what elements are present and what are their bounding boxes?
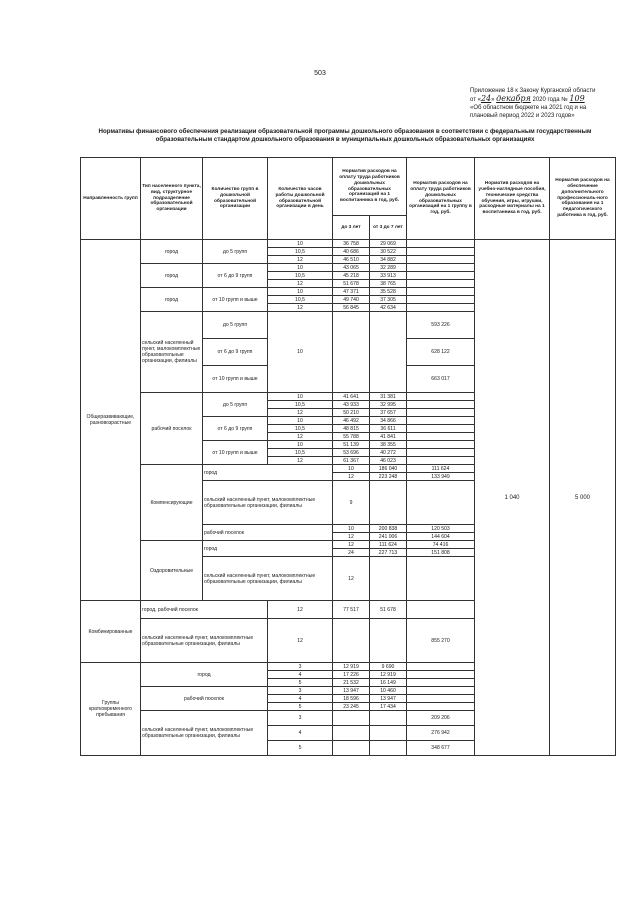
settlement-city-worker: город, рабочий поселок [141,601,268,619]
settlement-city: город [141,264,203,288]
settlement-rural: сельский населенный пункт, малокомплектные образовательные организации, филиалы [141,619,268,663]
groups-label: до 5 групп [203,312,268,339]
value-under-3-cell [333,312,370,393]
value-3-to-7-cell: 16 149 [370,679,407,687]
value-3-to-7-cell [407,557,475,601]
appendix-year: 2020 года № [532,97,568,103]
groups-label: от 10 групп и выше [203,288,268,312]
appendix-line-3: «Об областном бюджете на 2021 год и на [470,105,587,111]
appendix-day: 24 [480,94,492,103]
header-groups-count: Количество групп в дошкольной образовательной организации [203,158,268,240]
value-under-3-cell [333,711,370,726]
value-3-to-7-cell: 32 995 [370,401,407,409]
value-per-group-cell [407,695,475,703]
value-under-3-cell [370,557,407,601]
value-under-3-cell: 56 845 [333,304,370,312]
value-per-group-cell [407,441,475,449]
value-per-group-cell [407,393,475,401]
value-per-group-cell [407,457,475,465]
value-3-to-7-cell: 144 604 [407,533,475,541]
header-3-to-7: от 3 до 7 лет [370,216,407,240]
value-under-3-cell: 36 758 [333,240,370,248]
hours-cell: 3 [268,663,333,671]
value-per-group-cell [407,703,475,711]
value-per-group-cell [407,679,475,687]
appendix-line-2 [470,95,630,104]
appendix-line-4: плановый период 2022 и 2023 годов» [470,113,575,119]
direction-general: Общеразвивающие, разновозрастные [81,240,141,601]
value-3-to-7-cell: 34 882 [370,256,407,264]
value-per-group-cell [407,671,475,679]
hours-cell: 10 [268,240,333,248]
hours-cell: 12 [268,433,333,441]
settlement-rural: сельский населенный пункт, малокомплектные образовательные организации, филиалы [141,312,203,393]
groups-label: до 5 групп [203,393,268,417]
value-under-3-cell: 50 210 [333,409,370,417]
value-3-to-7-cell: 120 503 [407,525,475,533]
value-3-to-7-cell [370,741,407,756]
hours-cell: 12 [333,533,370,541]
table-row [81,240,616,248]
header-row-1 [81,158,616,216]
value-3-to-7-cell: 37 305 [370,296,407,304]
value-under-3-cell: 241 006 [370,533,407,541]
value-3-to-7-cell: 32 289 [370,264,407,272]
value-under-3-cell: 77 517 [333,601,370,619]
hours-cell: 12 [268,409,333,417]
direction-combined: Комбинированные [81,601,141,663]
header-settlement: Тип населенного пункта, вид, структурное подразделение образовательной организации [141,158,203,240]
settlement-label: сельский населенный пункт, малокомплектные образовательные организации, филиалы [141,711,268,756]
value-under-3-cell: 51 678 [333,280,370,288]
value-3-to-7-cell: 34 866 [370,417,407,425]
page-number: 503 [314,70,326,77]
hours-cell: 12 [268,304,333,312]
settlement-city: город [203,541,333,557]
value-under-3-cell [333,619,370,663]
value-per-group-cell: 855 270 [407,619,475,663]
hours-cell: 3 [268,711,333,726]
appendix-line-1: Приложение 18 к Закону Курганской области [470,88,596,94]
header-hours: Количество часов работы дошкольной образовательной организации в день [268,158,333,240]
materials-norm-cell: 1 040 [475,240,550,756]
hours-cell: 10 [268,417,333,425]
header-norm-materials: Норматив расходов на учебно-наглядные пособия, технические средства обучения, игры, игрушки, расходные материалы на 1 воспитанника в год, руб. [475,158,550,240]
value-per-group-cell [407,601,475,619]
value-per-group-cell [407,304,475,312]
value-3-to-7-cell: 35 528 [370,288,407,296]
value-per-group-cell: 276 942 [407,726,475,741]
value-per-group-cell [407,240,475,248]
value-per-group-cell [407,433,475,441]
hours-cell: 4 [268,671,333,679]
value-under-3-cell: 223 248 [370,473,407,481]
value-per-group-cell: 628 122 [407,339,475,366]
value-per-group-cell [407,296,475,304]
value-3-to-7-cell [370,312,407,393]
direction-health: Оздоровительные [141,541,203,601]
hours-cell: 12 [268,280,333,288]
value-3-to-7-cell: 133 949 [407,473,475,481]
settlement-worker-village: рабочий поселок [141,393,203,465]
hours-cell: 4 [268,695,333,703]
value-per-group-cell [407,256,475,264]
appendix-number: 109 [569,94,585,103]
header-norm-labor: Норматив расходов на оплату труда работников дошкольных образовательных организаций на 1 воспитанника в год, руб. [333,158,407,216]
value-under-3-cell: 186 040 [370,465,407,473]
hours-cell: 12 [333,541,370,549]
direction-short-stay: Группы кратковременного пребывания [81,663,141,756]
value-under-3-cell: 43 065 [333,264,370,272]
header-under-3: до 3 лет [333,216,370,240]
hours-cell: 12 [268,457,333,465]
value-under-3-cell: 17 226 [333,671,370,679]
value-per-group-cell [407,264,475,272]
value-3-to-7-cell [370,726,407,741]
hours-cell: 5 [268,703,333,711]
settlement-rural: сельский населенный пункт, малокомплектные образовательные организации, филиалы [203,557,333,601]
value-under-3-cell: 46 492 [333,417,370,425]
value-3-to-7-cell: 12 919 [370,671,407,679]
header-norm-extra: Норматив расходов на обеспечение дополнительного профессиональ-ного образования на 1 педагогического работника в год, руб. [550,158,616,240]
value-under-3-cell: 23 245 [333,703,370,711]
value-3-to-7-cell [370,711,407,726]
groups-label: от 6 до 9 групп [203,339,268,366]
value-under-3-cell: 227 713 [370,549,407,557]
hours-cell: 10,5 [268,401,333,409]
hours-cell: 5 [268,679,333,687]
value-under-3-cell: 40 686 [333,248,370,256]
value-3-to-7-cell: 46 023 [370,457,407,465]
direction-compensating: Компенсирующие [141,465,203,541]
value-3-to-7-cell [370,619,407,663]
appendix-date-mid: » [491,97,495,103]
value-3-to-7-cell: 37 657 [370,409,407,417]
hours-cell: 10 [268,264,333,272]
value-under-3-cell [333,741,370,756]
value-under-3-cell: 61 367 [333,457,370,465]
header-norm-group: Норматив расходов на оплату труда работников дошкольных образовательных организаций на 1 группу в год, руб. [407,158,475,240]
value-under-3-cell: 49 740 [333,296,370,304]
hours-cell: 10 [268,312,333,393]
value-per-group-cell [407,280,475,288]
value-3-to-7-cell: 31 381 [370,393,407,401]
header-direction: Направленность групп [81,158,141,240]
value-per-group-cell: 593 226 [407,312,475,339]
appendix-note [470,87,630,120]
hours-cell: 10,5 [268,449,333,457]
hours-cell: 10 [268,288,333,296]
hours-cell: 12 [333,473,370,481]
value-under-3-cell: 43 933 [333,401,370,409]
hours-cell: 3 [268,687,333,695]
value-3-to-7-cell: 38 355 [370,441,407,449]
settlement-worker-village: рабочий поселок [203,525,333,541]
value-under-3-cell: 18 596 [333,695,370,703]
document-title: Нормативы финансового обеспечения реализации образовательной программы дошкольного образования в соответствии с федеральным государственным образовательным стандартом дошкольного образования в муниципальных дошкольных образовательных организациях [98,128,592,143]
value-per-group-cell: 209 206 [407,711,475,726]
value-3-to-7-cell [407,481,475,525]
hours-cell: 5 [268,741,333,756]
hours-cell: 10,5 [268,248,333,256]
value-3-to-7-cell: 33 913 [370,272,407,280]
value-under-3-cell [333,726,370,741]
value-per-group-cell [407,248,475,256]
value-3-to-7-cell: 41 841 [370,433,407,441]
hours-cell: 24 [333,549,370,557]
value-3-to-7-cell: 29 069 [370,240,407,248]
appendix-date-prefix: от « [470,97,481,103]
value-3-to-7-cell: 74 416 [407,541,475,549]
norms-table [80,157,616,756]
value-under-3-cell: 200 838 [370,525,407,533]
extra-education-norm-cell: 5 000 [550,240,616,756]
hours-cell: 9 [333,481,370,525]
value-per-group-cell: 663 017 [407,366,475,393]
value-per-group-cell [407,409,475,417]
value-3-to-7-cell: 51 678 [370,601,407,619]
groups-label: от 10 групп и выше [203,441,268,465]
hours-cell: 10,5 [268,425,333,433]
value-3-to-7-cell: 151 808 [407,549,475,557]
value-under-3-cell: 53 696 [333,449,370,457]
value-under-3-cell: 41 641 [333,393,370,401]
hours-cell: 10 [268,441,333,449]
hours-cell: 12 [268,601,333,619]
value-under-3-cell: 13 947 [333,687,370,695]
hours-cell: 4 [268,726,333,741]
value-under-3-cell: 21 532 [333,679,370,687]
hours-cell: 12 [268,256,333,264]
value-3-to-7-cell: 13 947 [370,695,407,703]
value-3-to-7-cell: 30 522 [370,248,407,256]
value-3-to-7-cell: 36 611 [370,425,407,433]
value-under-3-cell: 45 218 [333,272,370,280]
value-under-3-cell: 12 919 [333,663,370,671]
settlement-city: город [141,240,203,264]
value-per-group-cell [407,288,475,296]
settlement-city: город [141,288,203,312]
settlement-rural: сельский населенный пункт, малокомплектные образовательные организации, филиалы [203,481,333,525]
value-per-group-cell [407,449,475,457]
hours-cell: 10,5 [268,272,333,280]
value-per-group-cell [407,687,475,695]
value-under-3-cell: 46 510 [333,256,370,264]
groups-label: до 5 групп [203,240,268,264]
value-3-to-7-cell: 40 272 [370,449,407,457]
norms-table-body [81,158,616,756]
appendix-month: декабря [496,94,531,103]
settlement-label: город [141,663,268,687]
hours-cell: 10 [268,393,333,401]
value-3-to-7-cell: 10 460 [370,687,407,695]
value-3-to-7-cell: 111 624 [407,465,475,473]
groups-label: от 6 до 9 групп [203,417,268,441]
value-per-group-cell [407,272,475,280]
value-under-3-cell: 111 624 [370,541,407,549]
groups-label: от 6 до 9 групп [203,264,268,288]
value-3-to-7-cell: 17 434 [370,703,407,711]
hours-cell: 10,5 [268,296,333,304]
value-per-group-cell [407,417,475,425]
hours-cell: 10 [333,465,370,473]
hours-cell: 12 [333,557,370,601]
groups-label: от 10 групп и выше [203,366,268,393]
value-per-group-cell: 348 677 [407,741,475,756]
settlement-label: рабочий поселок [141,687,268,711]
value-under-3-cell: 48 815 [333,425,370,433]
value-3-to-7-cell: 42 634 [370,304,407,312]
hours-cell: 10 [333,525,370,533]
value-3-to-7-cell: 9 690 [370,663,407,671]
hours-cell: 12 [268,619,333,663]
value-per-group-cell [407,663,475,671]
value-per-group-cell [407,401,475,409]
value-under-3-cell: 55 788 [333,433,370,441]
value-3-to-7-cell: 38 765 [370,280,407,288]
value-per-group-cell [407,425,475,433]
settlement-city: город [203,465,333,481]
value-under-3-cell: 51 139 [333,441,370,449]
value-under-3-cell [370,481,407,525]
value-under-3-cell: 47 371 [333,288,370,296]
